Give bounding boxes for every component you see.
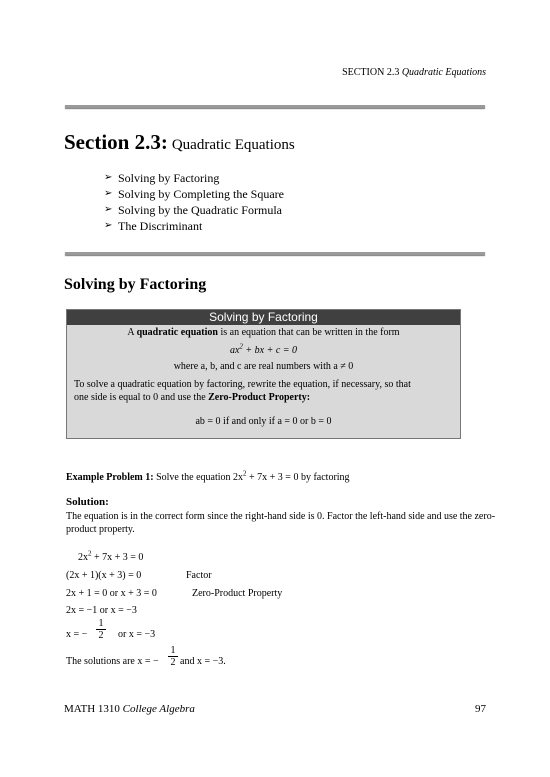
step-3-note: Zero-Product Property [192, 588, 283, 599]
topic-label: The Discriminant [118, 219, 203, 233]
section-title [64, 130, 295, 155]
example-label: Example Problem 1: [66, 472, 154, 483]
topic-label: Solving by the Quadratic Formula [118, 203, 282, 217]
definition-text: A quadratic equation is an equation that can be written in the form [127, 327, 400, 338]
step-5-alternative: or x = −3 [118, 629, 156, 640]
topic-label: Solving by Completing the Square [118, 187, 284, 201]
zero-product-term: Zero-Product Property: [208, 392, 311, 403]
example-equation: $2x^2 + 7x + 3 = 0$ [233, 469, 299, 483]
running-head-section: SECTION 2.3 [342, 67, 400, 78]
standard-form-equation: $ax^2$ + bx + c = 0 [229, 342, 298, 356]
solution-step-3: 2x + 1 = 0 or x + 3 = 0 [66, 588, 157, 599]
bottom-divider [65, 252, 485, 255]
solutions-summary: The solutions are x = − [66, 656, 159, 667]
solution-text: The equation is in the correct form since the right-hand side is 0. Factor the left-hand side and use the zero-product property. [66, 511, 496, 535]
arrowhead-bullet-icon: ➢ [104, 204, 113, 215]
subsection-title: Solving by Factoring [64, 276, 207, 293]
solution-step-2: (2x + 1)(x + 3) = 0 [66, 570, 142, 581]
coefficient-condition: where a, b, and c are real numbers with a ≠ 0 [173, 361, 354, 372]
section-number: Section 2.3 [64, 130, 161, 154]
section-colon: : [160, 130, 168, 154]
step-5-fraction: 1 2 [96, 618, 106, 641]
factoring-instruction-line-1: To solve a quadratic equation by factoring, rewrite the equation, if necessary, so that [74, 379, 411, 390]
page-number: 97 [475, 703, 486, 715]
definition-box [66, 309, 461, 439]
footer-course: MATH 1310 College Algebra [64, 703, 195, 715]
arrowhead-bullet-icon: ➢ [104, 220, 113, 231]
topic-item [104, 186, 284, 202]
solution-step-5: x = − [66, 629, 88, 640]
topic-label: Solving by Factoring [118, 171, 220, 185]
solution-label: Solution: [66, 496, 109, 508]
topic-item [104, 170, 284, 186]
top-divider [65, 105, 485, 108]
running-head [342, 67, 486, 78]
example-problem: Example Problem 1: Solve the equation $2x^2 + 7x + 3 = 0$ by factoring [66, 469, 350, 483]
section-name: Quadratic Equations [171, 137, 295, 153]
solution-step-4: 2x = −1 or x = −3 [66, 605, 137, 616]
summary-fraction: 1 2 [168, 645, 178, 668]
arrowhead-bullet-icon: ➢ [104, 188, 113, 199]
step-2-note: Factor [186, 570, 212, 581]
definition-box-header: Solving by Factoring [67, 310, 460, 325]
topic-list [104, 170, 284, 234]
arrowhead-bullet-icon: ➢ [104, 172, 113, 183]
summary-end: and x = −3. [180, 656, 226, 667]
solution-step-1: $2x^2 + 7x + 3 = 0$ [78, 549, 144, 563]
topic-item [104, 218, 284, 234]
factoring-instruction-line-2: one side is equal to 0 and use the Zero-Product Property: [74, 392, 311, 403]
running-head-title: Quadratic Equations [401, 67, 486, 78]
topic-item [104, 202, 284, 218]
zero-product-property: ab = 0 if and only if a = 0 or b = 0 [195, 416, 332, 427]
definition-term: quadratic equation [136, 327, 218, 338]
